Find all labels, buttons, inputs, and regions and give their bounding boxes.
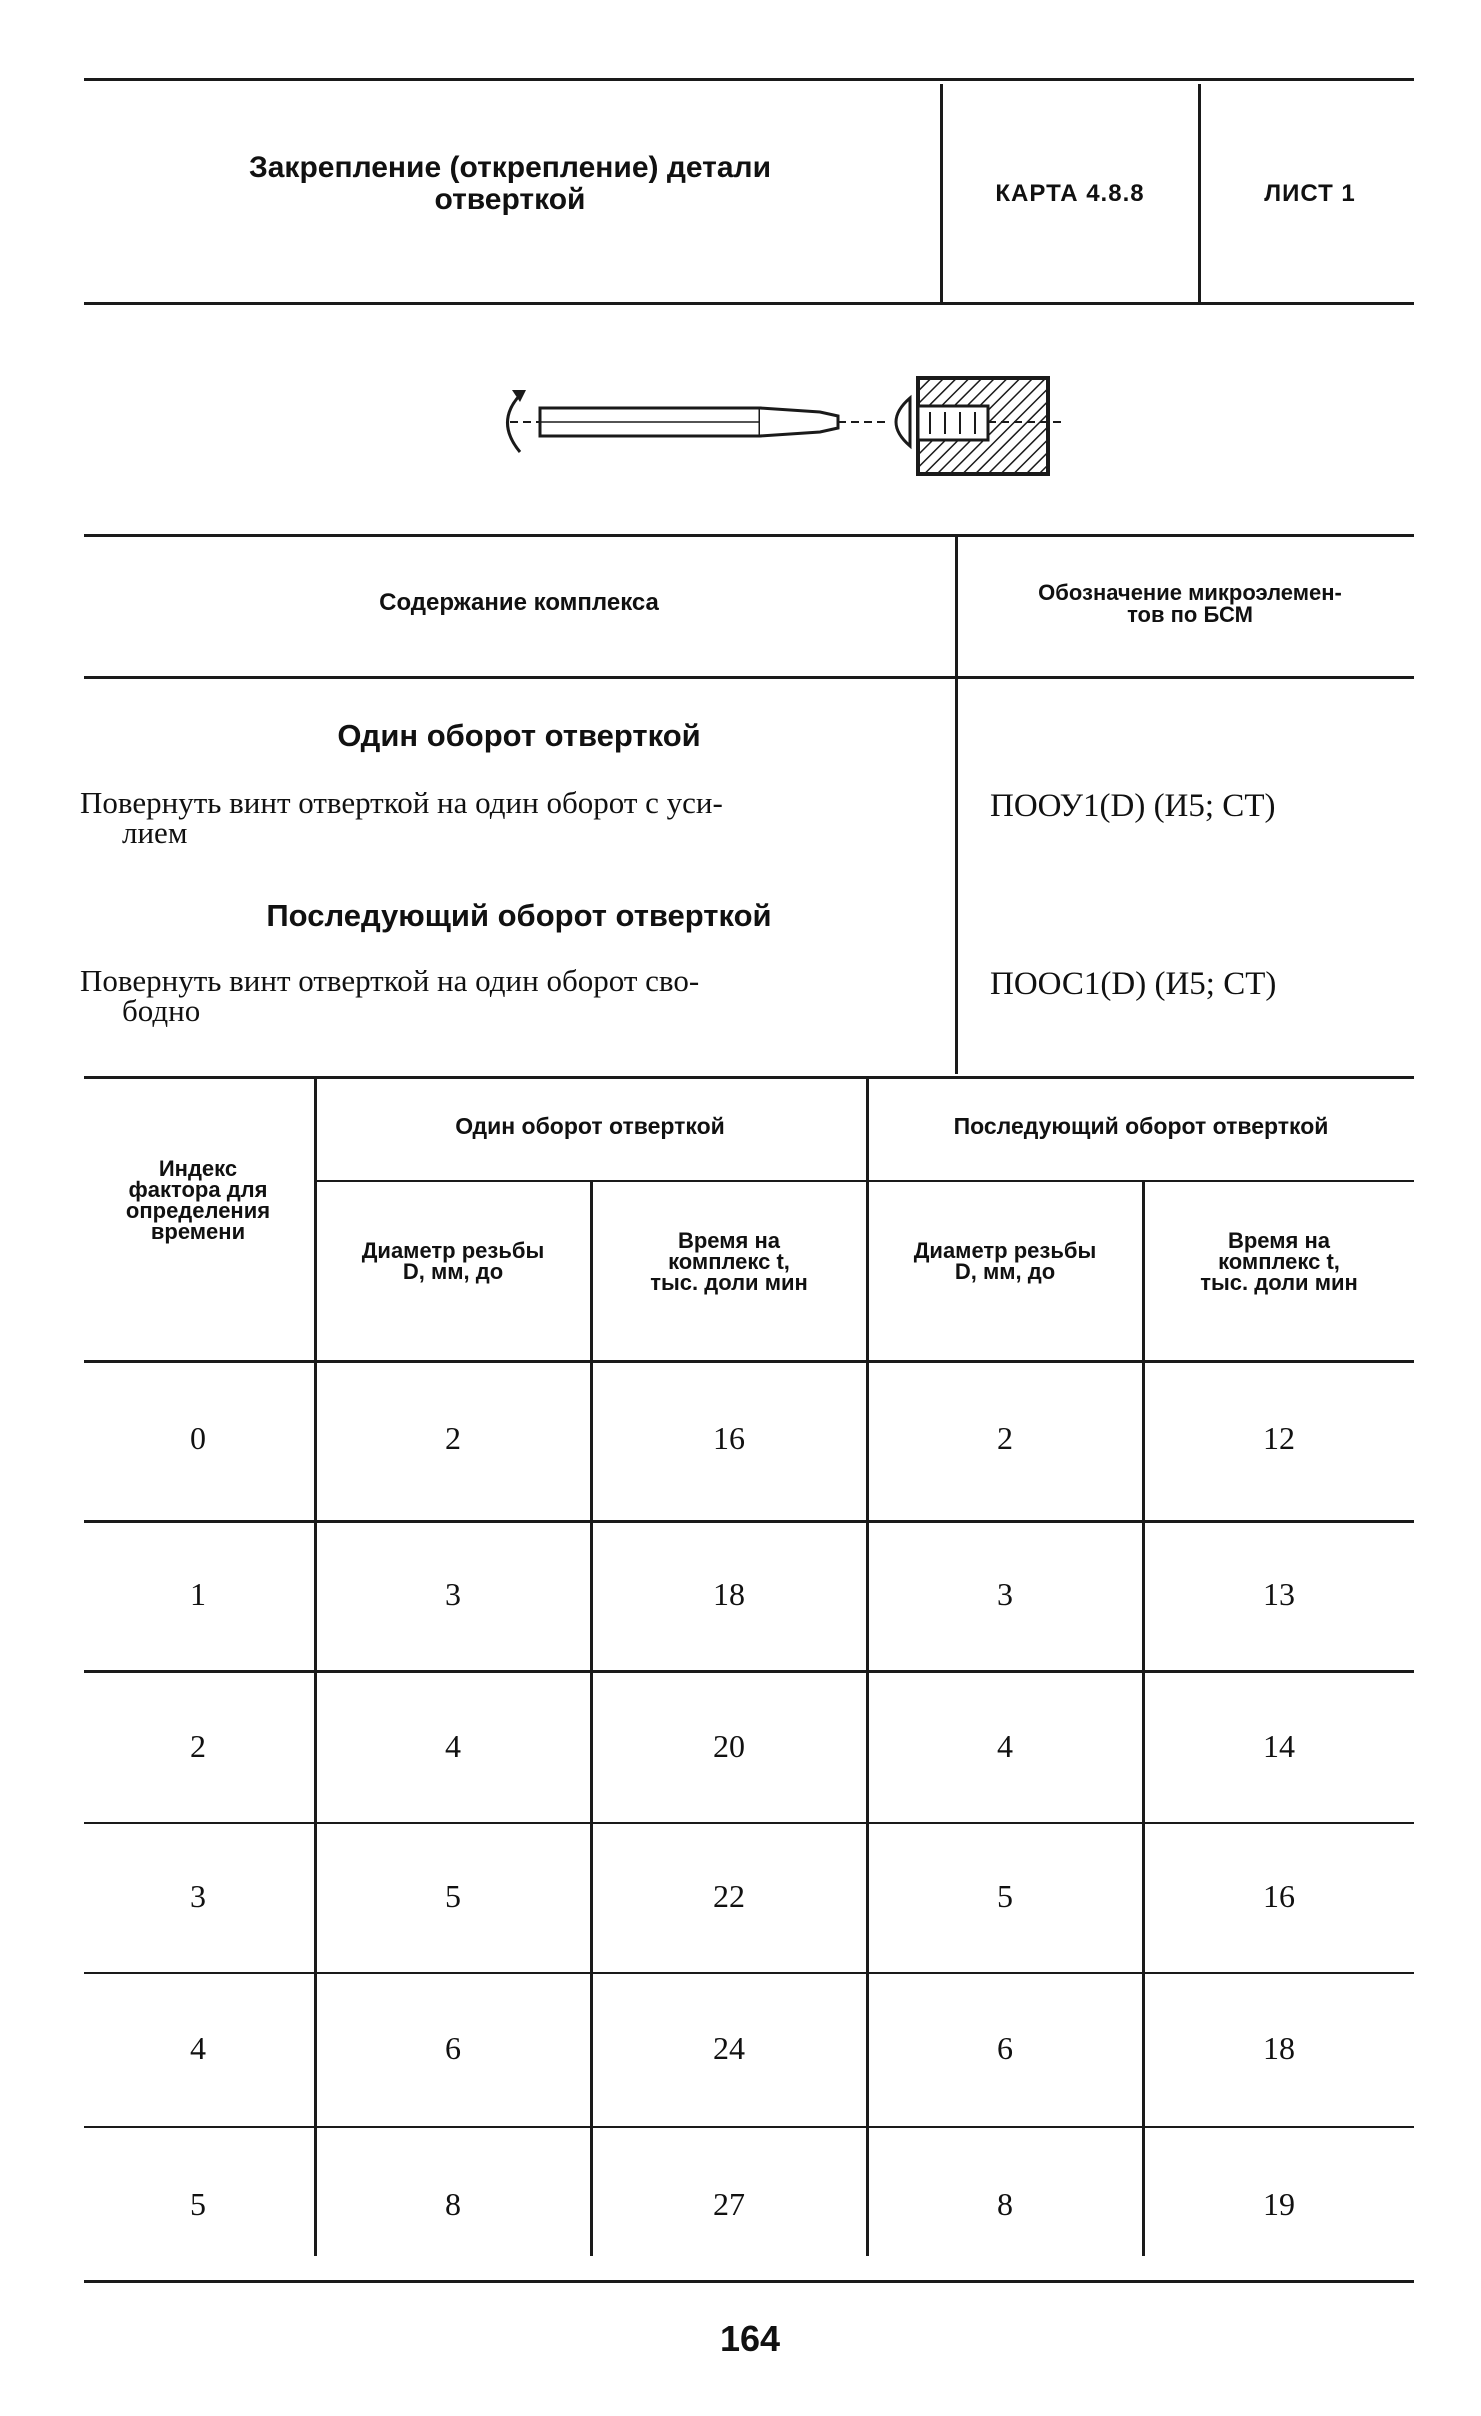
cell-index: 3 — [190, 1878, 206, 1914]
section-1-code: ПООУ1(D) (И5; СТ) — [990, 788, 1276, 824]
content-divider — [955, 534, 958, 1074]
cell-diam-2: 8 — [997, 2186, 1013, 2222]
cell-time-1: 16 — [713, 1420, 745, 1456]
content-header-right — [965, 582, 1415, 626]
section-2-title: Последующий оборот отверткой — [266, 898, 772, 933]
screwdriver-diagram — [490, 360, 1070, 490]
group-2-header: Последующий оборот отверткой — [953, 1113, 1329, 1139]
header-divider-1 — [940, 84, 943, 302]
row-separator-3 — [84, 1822, 1414, 1824]
cell-diam-1: 8 — [445, 2186, 461, 2222]
diam-header-2 — [868, 1240, 1142, 1282]
section-1-text — [80, 785, 950, 850]
time-header-1-line3: тыс. доли мин — [650, 1270, 808, 1295]
time-header-2-line3: тыс. доли мин — [1200, 1270, 1358, 1295]
rule-table-header-bottom — [84, 1360, 1414, 1363]
row-separator-1 — [84, 1520, 1414, 1523]
index-header — [84, 1158, 312, 1242]
time-header-1-line2: комплекс t, — [668, 1249, 790, 1274]
cell-diam-1: 6 — [445, 2030, 461, 2066]
time-header-1-line1: Время на — [677, 1228, 781, 1253]
row-separator-4 — [84, 1972, 1414, 1974]
group-1-header: Один оборот отверткой — [455, 1113, 725, 1139]
header-divider-2 — [1198, 84, 1201, 302]
content-header-right-line2: тов по БСМ — [1127, 602, 1253, 627]
section-2-code: ПООС1(D) (И5; СТ) — [990, 966, 1277, 1002]
cell-time-2: 16 — [1263, 1878, 1295, 1914]
cell-time-2: 14 — [1263, 1728, 1295, 1764]
cell-diam-2: 2 — [997, 1420, 1013, 1456]
cell-time-1: 22 — [713, 1878, 745, 1914]
row-separator-5 — [84, 2126, 1414, 2128]
rule-group-underline — [314, 1180, 1414, 1182]
section-2-text — [80, 963, 950, 1028]
time-header-2 — [1144, 1230, 1414, 1293]
rule-content-top — [84, 534, 1414, 537]
content-header-right-line1: Обозначение микроэлемен- — [1038, 580, 1342, 605]
section-1-title: Один оборот отверткой — [337, 718, 701, 753]
card-title-line2: отверткой — [434, 183, 586, 216]
cell-diam-2: 3 — [997, 1576, 1013, 1612]
cell-diam-1: 2 — [445, 1420, 461, 1456]
diam-header-1-line1: Диаметр резьбы — [361, 1238, 545, 1263]
section-2-text-line1: Повернуть винт отверткой на один оборот сво- — [80, 963, 700, 998]
cell-diam-1: 4 — [445, 1728, 461, 1764]
cell-time-1: 20 — [713, 1728, 745, 1764]
index-header-line2: фактора для — [128, 1177, 268, 1202]
index-header-line3: определения — [125, 1198, 271, 1223]
cell-diam-2: 4 — [997, 1728, 1013, 1764]
table-row — [84, 1420, 1414, 1460]
card-title-line1: Закрепление (открепление) детали — [248, 151, 772, 184]
cell-diam-2: 6 — [997, 2030, 1013, 2066]
cell-diam-2: 5 — [997, 1878, 1013, 1914]
cell-time-2: 19 — [1263, 2186, 1295, 2222]
content-header-left: Содержание комплекса — [379, 589, 659, 616]
table-row — [84, 2030, 1414, 2070]
rule-table-bottom — [84, 2280, 1414, 2283]
index-header-line4: времени — [150, 1219, 246, 1244]
cell-diam-1: 5 — [445, 1878, 461, 1914]
cell-index: 5 — [190, 2186, 206, 2222]
table-vline-4 — [1142, 1180, 1145, 2256]
cell-time-2: 13 — [1263, 1576, 1295, 1612]
table-row — [84, 1878, 1414, 1918]
rule-content-header-bottom — [84, 676, 1414, 679]
cell-time-2: 18 — [1263, 2030, 1295, 2066]
section-2-text-line2: бодно — [122, 993, 201, 1028]
time-header-2-line1: Время на — [1227, 1228, 1331, 1253]
row-separator-2 — [84, 1670, 1414, 1673]
rule-table-top — [84, 1076, 1414, 1079]
table-row — [84, 1576, 1414, 1616]
time-header-2-line2: комплекс t, — [1218, 1249, 1340, 1274]
rule-top — [84, 78, 1414, 81]
rule-header-bottom — [84, 302, 1414, 305]
card-title — [150, 152, 870, 216]
time-header-1 — [592, 1230, 866, 1293]
cell-index: 0 — [190, 1420, 206, 1456]
card-number: КАРТА 4.8.8 — [995, 180, 1145, 207]
index-header-line1: Индекс — [158, 1156, 238, 1181]
cell-index: 2 — [190, 1728, 206, 1764]
cell-time-1: 27 — [713, 2186, 745, 2222]
sheet-number: ЛИСТ 1 — [1264, 180, 1356, 207]
table-row — [84, 1728, 1414, 1768]
diam-header-2-line1: Диаметр резьбы — [913, 1238, 1097, 1263]
table-row — [84, 2186, 1414, 2226]
cell-index: 4 — [190, 2030, 206, 2066]
page-number: 164 — [719, 2318, 781, 2359]
section-1-text-line2: лием — [122, 815, 188, 850]
table-vline-2 — [590, 1180, 593, 2256]
diam-header-2-line2: D, мм, до — [954, 1259, 1056, 1284]
cell-time-1: 18 — [713, 1576, 745, 1612]
cell-time-1: 24 — [713, 2030, 745, 2066]
cell-diam-1: 3 — [445, 1576, 461, 1612]
diam-header-1 — [316, 1240, 590, 1282]
section-1-text-line1: Повернуть винт отверткой на один оборот с уси- — [80, 785, 723, 820]
cell-index: 1 — [190, 1576, 206, 1612]
diam-header-1-line2: D, мм, до — [402, 1259, 504, 1284]
cell-time-2: 12 — [1263, 1420, 1295, 1456]
